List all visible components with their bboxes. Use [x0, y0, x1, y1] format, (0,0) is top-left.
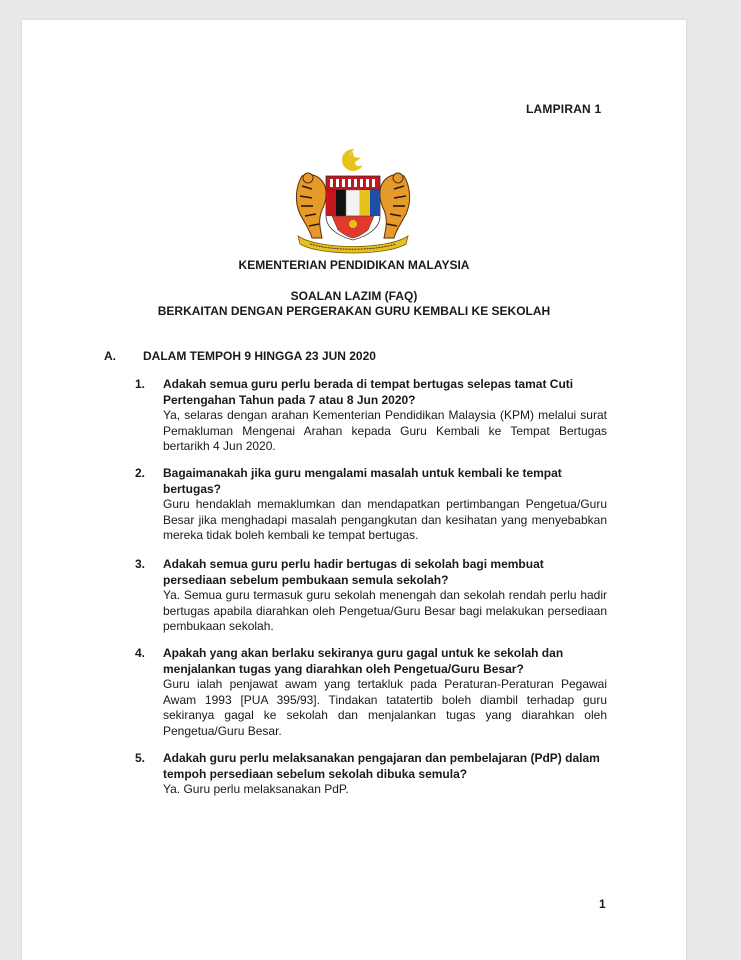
faq-question: Adakah semua guru perlu hadir bertugas di sekolah bagi membuat persediaan sebelum pembukaan semula sekolah?	[163, 557, 544, 587]
faq-item	[163, 646, 607, 739]
faq-number: 2.	[135, 466, 146, 480]
faq-answer: Ya. Semua guru termasuk guru sekolah menengah dan sekolah rendah perlu hadir bertugas apabila diarahkan oleh Pengetua/Guru Besar bagi melakukan persediaan pembukaan sekolah.	[163, 588, 607, 633]
faq-question: Adakah semua guru perlu berada di tempat bertugas selepas tamat Cuti Pertengahan Tahun pada 7 atau 8 Jun 2020?	[163, 377, 574, 407]
section-title: DALAM TEMPOH 9 HINGGA 23 JUN 2020	[143, 349, 376, 363]
faq-number: 5.	[135, 751, 146, 765]
attachment-label: LAMPIRAN 1	[526, 102, 602, 116]
section-letter: A.	[104, 349, 116, 363]
faq-item	[163, 377, 607, 455]
doc-title-line1: SOALAN LAZIM (FAQ)	[290, 289, 418, 303]
faq-question: Adakah guru perlu melaksanakan pengajaran dan pembelajaran (PdP) dalam tempoh persediaan sebelum sekolah dibuka semula?	[163, 751, 600, 781]
faq-answer: Guru ialah penjawat awam yang tertakluk pada Peraturan-Peraturan Pegawai Awam 1993 [PUA 395/93]. Tindakan tatatertib boleh diambil terhadap guru sekiranya gagal ke sekolah dan menjalankan tugas yang diarahkan oleh Pengetua/Guru Besar.	[163, 677, 607, 738]
faq-answer: Ya, selaras dengan arahan Kementerian Pendidikan Malaysia (KPM) melalui surat Pemakluman Mengenai Arahan kepada Guru Kembali ke Tempat Bertugas bertarikh 4 Jun 2020.	[163, 408, 607, 453]
coat-of-arms-icon	[288, 146, 418, 256]
faq-item	[163, 751, 607, 798]
doc-title-line2: BERKAITAN DENGAN PERGERAKAN GURU KEMBALI KE SEKOLAH	[157, 304, 551, 318]
faq-answer: Guru hendaklah memaklumkan dan mendapatkan pertimbangan Pengetua/Guru Besar jika menghadapi masalah pengangkutan dan kesihatan yang menyebabkan mereka tidak boleh kembali ke tempat bertugas.	[163, 497, 607, 542]
faq-number: 3.	[135, 557, 146, 571]
document-page	[22, 20, 686, 960]
faq-answer: Ya. Guru perlu melaksanakan PdP.	[163, 782, 349, 796]
faq-question: Apakah yang akan berlaku sekiranya guru gagal untuk ke sekolah dan menjalankan tugas yang diarahkan oleh Pengetua/Guru Besar?	[163, 646, 564, 676]
faq-question: Bagaimanakah jika guru mengalami masalah untuk kembali ke tempat bertugas?	[163, 466, 562, 496]
ministry-name: KEMENTERIAN PENDIDIKAN MALAYSIA	[238, 258, 470, 272]
faq-item	[163, 557, 607, 635]
faq-number: 1.	[135, 377, 146, 391]
page-number: 1	[599, 897, 606, 911]
faq-item	[163, 466, 607, 544]
faq-number: 4.	[135, 646, 146, 660]
